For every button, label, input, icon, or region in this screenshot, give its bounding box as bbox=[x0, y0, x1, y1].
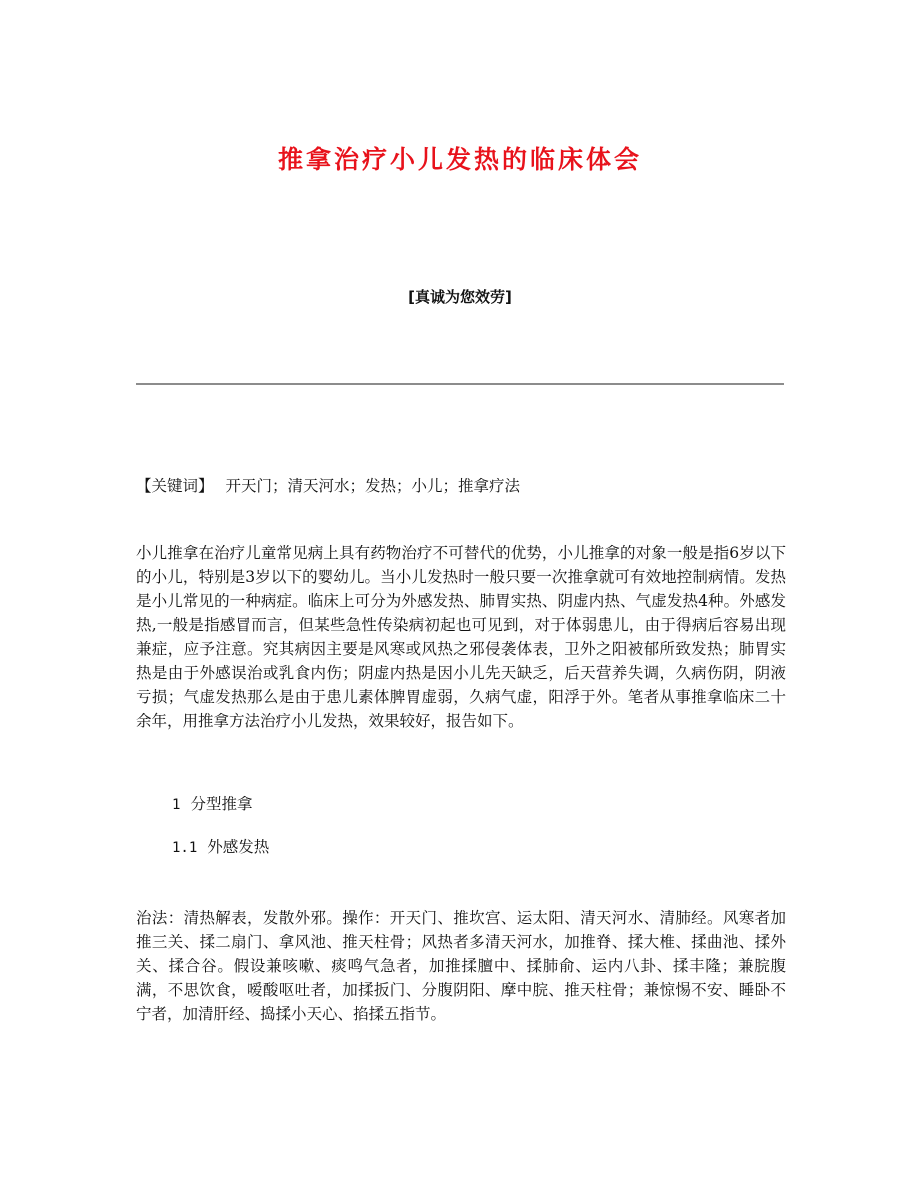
keywords-line bbox=[136, 475, 796, 497]
keywords-label: 【关键词】 bbox=[136, 477, 214, 495]
document-title: 推拿治疗小儿发热的临床体会 bbox=[277, 145, 642, 174]
document-subtitle: [真诚为您效劳] bbox=[408, 288, 512, 306]
section-title: 分型推拿 bbox=[190, 795, 253, 813]
treatment-paragraph: 治法：清热解表，发散外邪。操作：开天门、推坎宫、运太阳、清天河水、清肺经。风寒者加推三关、揉二扇门、拿风池、推天柱骨；风热者多清天河水，加推脊、揉大椎、揉曲池、揉外关、揉合谷。假设兼咳嗽、痰鸣气急者，加推揉膻中、揉肺俞、运内八卦、揉丰隆；兼脘腹满，不思饮食，嗳酸呕吐者，加揉扳门、分腹阴阳、摩中脘、推天柱骨；兼惊惕不安、睡卧不宁者，加清肝经、捣揉小天心、掐揉五指节。 bbox=[136, 909, 786, 1023]
keywords-text: 开天门；清天河水；发热；小儿；推拿疗法 bbox=[225, 477, 521, 495]
horizontal-divider bbox=[136, 383, 784, 385]
intro-paragraph: 小儿推拿在治疗儿童常见病上具有药物治疗不可替代的优势，小儿推拿的对象一般是指6岁以下的小儿，特别是3岁以下的婴幼儿。当小儿发热时一般只要一次推拿就可有效地控制病情。发热是小儿常见的一种病症。临床上可分为外感发热、肺胃实热、阴虚内热、气虚发热4种。外感发热,一般是指感冒而言，但某些急性传染病初起也可见到，对于体弱患儿，由于得病后容易出现兼症，应予注意。究其病因主要是风寒或风热之邪侵袭体表，卫外之阳被郁所致发热；肺胃实热是由于外感误治或乳食内伤；阴虚内热是因小儿先天缺乏，后天营养失调，久病伤阴，阴液亏损；气虚发热那么是由于患儿素体脾胃虚弱，久病气虚，阳浮于外。笔者从事推拿临床二十余年，用推拿方法治疗小儿发热，效果较好，报告如下。 bbox=[136, 544, 786, 730]
section-heading bbox=[172, 793, 252, 816]
section-number: 1 bbox=[172, 797, 181, 813]
subsection-number: 1.1 bbox=[172, 840, 198, 856]
subsection-title: 外感发热 bbox=[207, 838, 270, 856]
subsection-heading bbox=[172, 836, 269, 859]
